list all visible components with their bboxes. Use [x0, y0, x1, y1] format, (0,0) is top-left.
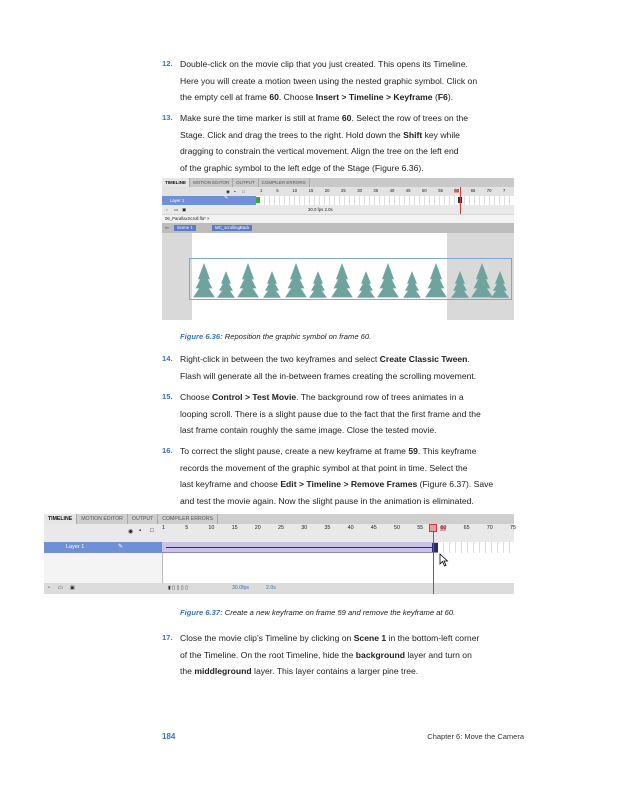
- tween-arrow: [166, 547, 432, 548]
- frame-number: 5: [185, 525, 189, 531]
- pine-tree: [285, 263, 307, 297]
- tab-output[interactable]: OUTPUT: [128, 514, 158, 524]
- step-number: 16.: [162, 446, 173, 455]
- frame-number: 55: [438, 188, 443, 193]
- frame-number: 70: [486, 525, 493, 531]
- playhead[interactable]: [433, 532, 434, 594]
- frame-number: 30: [357, 188, 362, 193]
- tab-compiler-errors[interactable]: COMPILER ERRORS: [158, 514, 218, 524]
- tree-row: [190, 259, 511, 299]
- frame-number: 75: [510, 525, 516, 531]
- frame-number: 35: [373, 188, 379, 193]
- frame-number: 1: [162, 525, 165, 531]
- graphic-symbol-selection[interactable]: [189, 258, 512, 300]
- tab-motion-editor[interactable]: MOTION EDITOR: [190, 178, 233, 187]
- frame-number: 40: [389, 188, 395, 193]
- step-number: 12.: [162, 59, 173, 68]
- frame-ruler[interactable]: [162, 187, 514, 196]
- step-text: Make sure the time marker is still at frame 60. Select the row of trees on the Stage. Click and drag the trees to the right. Hold down the Shift key while dragging to constrain the vertical movement. Align the tree on the left end of the graphic symbol to the left edge of the Stage (Figure 6.36).: [180, 113, 469, 173]
- delete-icon[interactable]: ▣: [70, 585, 75, 591]
- caption-figure-6-36: [180, 332, 371, 341]
- tab-output[interactable]: OUTPUT: [233, 178, 259, 187]
- step-17: [162, 630, 522, 680]
- step-text: Close the movie clip’s Timeline by clicking on Scene 1 in the bottom-left corner of the Timeline. On the root Timeline, hide the background layer and turn on the middleground layer. This layer contains a larger pine tree.: [180, 633, 480, 676]
- outline-icon[interactable]: □: [242, 189, 245, 194]
- frame-number: 50: [422, 188, 427, 193]
- frame-number: 35: [324, 525, 331, 531]
- step-number: 14.: [162, 354, 173, 363]
- pine-tree: [357, 271, 375, 298]
- layer-column: [44, 553, 163, 583]
- pine-tree: [263, 271, 281, 298]
- frame-number: 70: [486, 188, 492, 193]
- frame-number: 45: [370, 525, 377, 531]
- step-15: [162, 389, 522, 439]
- frame-number: 7: [503, 188, 506, 193]
- frame-number: 65: [463, 525, 470, 531]
- pine-tree: [217, 271, 235, 298]
- layer-name[interactable]: Layer 1: [44, 542, 162, 553]
- page-number: 184: [162, 732, 176, 741]
- step-text: Choose Control > Test Movie. The background row of trees animates in a looping scroll. There is a slight pause due to the fact that the first frame and the last frame contain roughly the same image. Close the tested movie.: [180, 392, 481, 435]
- caption-label: Figure 6.37:: [180, 608, 223, 617]
- new-layer-icon[interactable]: ▫: [48, 585, 50, 591]
- new-layer-icon[interactable]: ▫: [166, 207, 168, 212]
- frame-number: 60: [440, 525, 447, 531]
- document-tab[interactable]: 06_ParallaxScroll.fla* ×: [162, 215, 514, 223]
- onion-skin-icons[interactable]: ▮ ▯ ▯ ▯ ▯: [168, 585, 189, 591]
- frame-number: 55: [417, 525, 424, 531]
- edit-bar: [162, 223, 514, 233]
- caption-figure-6-37: [180, 608, 455, 617]
- step-16: [162, 443, 522, 509]
- layer-name[interactable]: Layer 1: [162, 196, 256, 205]
- eye-icon[interactable]: ◉: [226, 189, 230, 194]
- eye-icon[interactable]: ◉: [128, 529, 134, 535]
- frame-number: 25: [278, 525, 284, 531]
- pine-tree: [193, 263, 215, 297]
- frame-number: 30: [301, 525, 308, 531]
- frame-number: 40: [347, 525, 354, 531]
- panel-tabs: [162, 178, 514, 187]
- caption-text: Reposition the graphic symbol on frame 60.: [224, 332, 372, 341]
- pine-tree: [403, 271, 421, 298]
- frame-number: 1: [260, 188, 263, 193]
- timeline-footer: [162, 205, 514, 214]
- frame-number: 25: [341, 188, 346, 193]
- panel-tabs: [44, 514, 514, 524]
- pine-tree: [451, 271, 469, 298]
- pine-tree: [491, 271, 509, 298]
- playhead-handle[interactable]: [429, 524, 437, 532]
- frame-number: 60: [454, 188, 460, 193]
- pine-tree: [237, 263, 259, 297]
- frame-number: 50: [394, 525, 400, 531]
- caption-text: Create a new keyframe on frame 59 and remove the keyframe at 60.: [224, 608, 456, 617]
- pine-tree: [471, 263, 493, 297]
- frame-number: 5: [276, 188, 279, 193]
- step-13: [162, 110, 522, 176]
- figure-6-36-screenshot: [162, 178, 514, 320]
- lock-icon[interactable]: ▪: [234, 189, 236, 194]
- pencil-icon: ✎: [224, 195, 229, 201]
- frame-number: 15: [231, 525, 238, 531]
- figure-6-37-screenshot: [44, 514, 514, 594]
- tab-timeline[interactable]: TIMELINE: [44, 514, 77, 524]
- timeline-footer: [44, 583, 514, 594]
- outline-icon[interactable]: □: [150, 528, 154, 534]
- classic-tween-span[interactable]: [162, 542, 438, 553]
- step-text: Double-click on the movie clip that you just created. This opens its Timeline. Here you will create a motion tween using the nested graphic symbol. Click on the empty cell at frame 60. Choose Insert > Timeline > Keyframe (F6).: [180, 59, 478, 102]
- lock-icon[interactable]: ▪: [139, 528, 142, 534]
- breadcrumb-scene[interactable]: Scene 1: [174, 225, 196, 231]
- new-folder-icon[interactable]: ▭: [174, 207, 179, 212]
- frame-number: 10: [292, 188, 298, 193]
- pine-tree: [377, 263, 399, 297]
- new-folder-icon[interactable]: ▭: [58, 585, 63, 591]
- frame-number: 20: [254, 525, 261, 531]
- step-14: [162, 351, 522, 384]
- step-12: [162, 56, 522, 106]
- step-number: 13.: [162, 113, 173, 122]
- step-number: 15.: [162, 392, 173, 401]
- caption-label: Figure 6.36:: [180, 332, 223, 341]
- layer-row[interactable]: [162, 196, 514, 205]
- pine-tree: [331, 263, 353, 297]
- frame-number: 20: [324, 188, 330, 193]
- pine-tree: [309, 271, 327, 298]
- playhead[interactable]: [460, 187, 461, 214]
- frame-number: 65: [470, 188, 476, 193]
- timeline-status: 30.0 fps 2.0s: [308, 207, 333, 212]
- frame-ruler[interactable]: [44, 524, 514, 542]
- frame-number: 45: [405, 188, 411, 193]
- step-text: Right-click in between the two keyframes and select Create Classic Tween. Flash will generate all the in-between frames creating the scrolling movement.: [180, 354, 477, 381]
- tab-timeline[interactable]: TIMELINE: [162, 178, 190, 187]
- frame-number: 10: [208, 525, 215, 531]
- back-arrow-icon[interactable]: ⇦: [165, 225, 169, 230]
- tab-motion-editor[interactable]: MOTION EDITOR: [77, 514, 128, 524]
- delete-icon[interactable]: ▣: [182, 207, 187, 212]
- pine-tree: [425, 263, 447, 297]
- frame-cells[interactable]: [260, 196, 514, 205]
- mouse-cursor-icon: [439, 553, 449, 567]
- pencil-icon: ✎: [118, 544, 124, 550]
- step-number: 17.: [162, 633, 173, 642]
- tab-compiler-errors[interactable]: COMPILER ERRORS: [259, 178, 310, 187]
- time-readout: 2.0s: [266, 585, 276, 591]
- frame-number: 15: [308, 188, 314, 193]
- fps-readout[interactable]: 30.0fps: [232, 585, 250, 591]
- breadcrumb-symbol[interactable]: MC_scrollingBack: [212, 225, 252, 231]
- step-text: To correct the slight pause, create a new keyframe at frame 59. This keyframe records the movement of the graphic symbol at that point in time. Select the last keyframe and choose Edit > Timeline > Remove Frames (Figure 6.37). Save and test the movie again. Now the slight pause in the animation is eliminated.: [180, 446, 494, 506]
- chapter-title: Chapter 6: Move the Camera: [427, 732, 524, 741]
